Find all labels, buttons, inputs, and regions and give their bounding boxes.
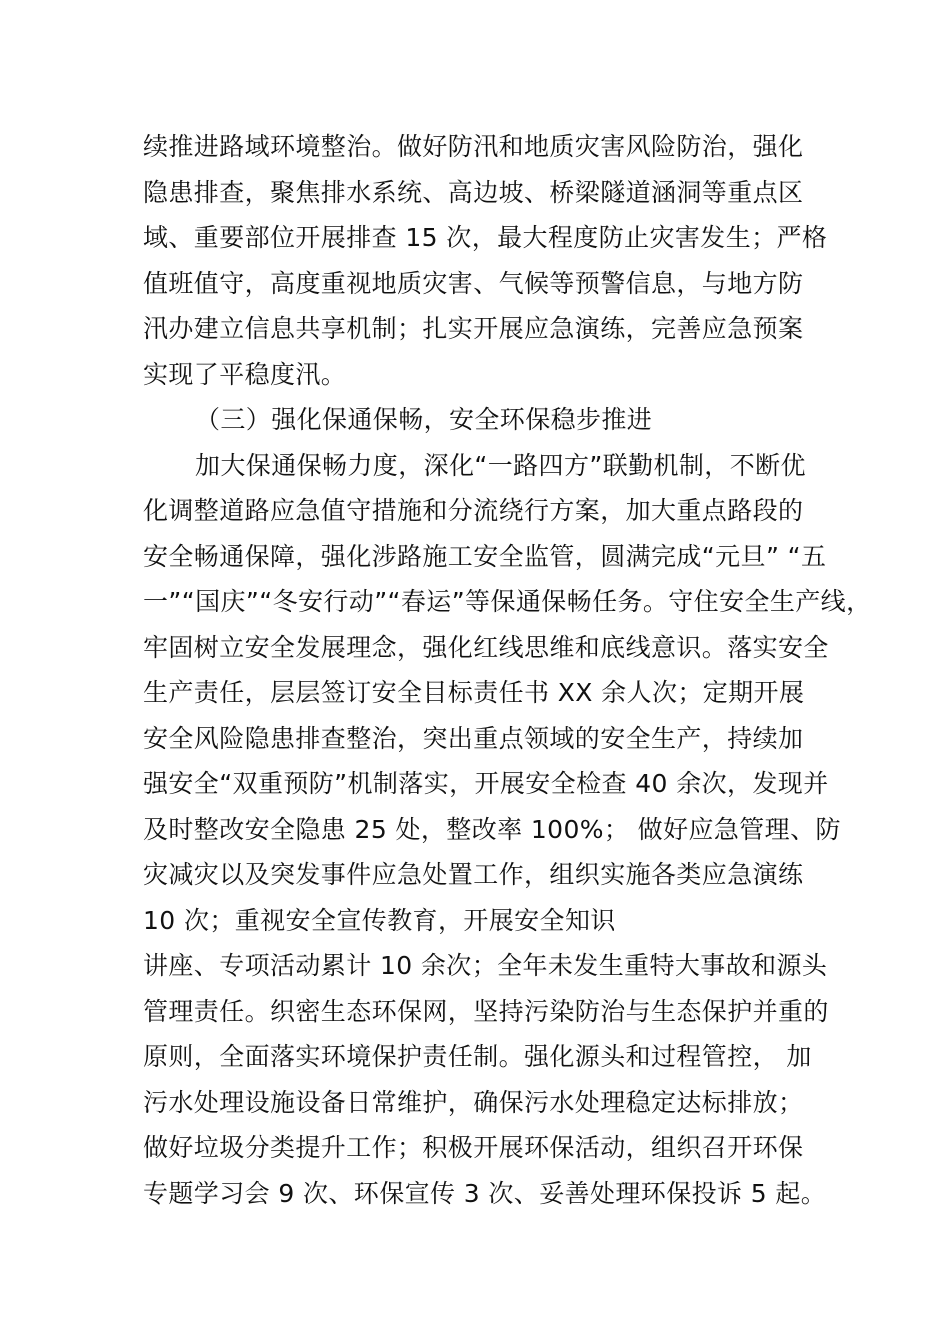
text-line: 牢固树立安全发展理念，强化红线思维和底线意识。落实安全 — [143, 632, 829, 662]
text-line: 域、重要部位开展排查 15 次，最大程度防止灾害发生；严格 — [143, 223, 828, 252]
text-line: 污水处理设施设备日常维护，确保污水处理稳定达标排放； — [143, 1087, 804, 1117]
text-line: 汛办建立信息共享机制；扎实开展应急演练，完善应急预案 — [143, 314, 804, 343]
text-line: 灾减灾以及突发事件应急处置工作，组织实施各类应急演练 — [143, 860, 804, 889]
section-heading: （三）强化保通保畅，安全环保稳步推进 — [195, 405, 653, 434]
text-line: 原则，全面落实环境保护责任制。强化源头和过程管控， 加 — [143, 1042, 812, 1071]
text-line: 管理责任。织密生态环保网，坚持污染防治与生态保护并重的 — [143, 996, 829, 1026]
text-line: 实现了平稳度汛。 — [143, 359, 347, 389]
text-line: 生产责任，层层签订安全目标责任书 XX 余人次；定期开展 — [143, 678, 805, 707]
text-line: 隐患排查，聚焦排水系统、高边坡、桥梁隧道涵洞等重点区 — [143, 177, 804, 207]
text-line: 讲座、专项活动累计 10 余次；全年未发生重特大事故和源头 — [143, 951, 828, 980]
text-line: 化调整道路应急值守措施和分流绕行方案，加大重点路段的 — [143, 496, 804, 525]
body-text — [143, 124, 872, 1216]
paragraph-first-line: 加大保通保畅力度，深化“一路四方”联勤机制，不断优 — [195, 450, 806, 480]
text-line: 安全畅通保障，强化涉路施工安全监管，圆满完成“元旦” “五 — [143, 541, 827, 571]
text-line: 续推进路域环境整治。做好防汛和地质灾害风险防治，强化 — [143, 132, 804, 161]
text-line: 安全风险隐患排查整治，突出重点领域的安全生产，持续加 — [143, 723, 804, 753]
text-line: 强安全“双重预防”机制落实，开展安全检查 40 余次，发现并 — [143, 769, 829, 798]
text-line: 10 次；重视安全宣传教育，开展安全知识 — [143, 905, 616, 935]
text-line: 专题学习会 9 次、环保宣传 3 次、妥善处理环保投诉 5 起。 — [143, 1178, 827, 1208]
text-line: 值班值守，高度重视地质灾害、气候等预警信息，与地方防 — [143, 268, 804, 298]
text-line: 做好垃圾分类提升工作；积极开展环保活动，组织召开环保 — [143, 1133, 804, 1162]
text-line: 一”“国庆”“冬安行动”“春运”等保通保畅任务。守住安全生产线， — [143, 587, 872, 616]
text-line: 及时整改安全隐患 25 处，整改率 100%； 做好应急管理、防 — [143, 814, 841, 844]
